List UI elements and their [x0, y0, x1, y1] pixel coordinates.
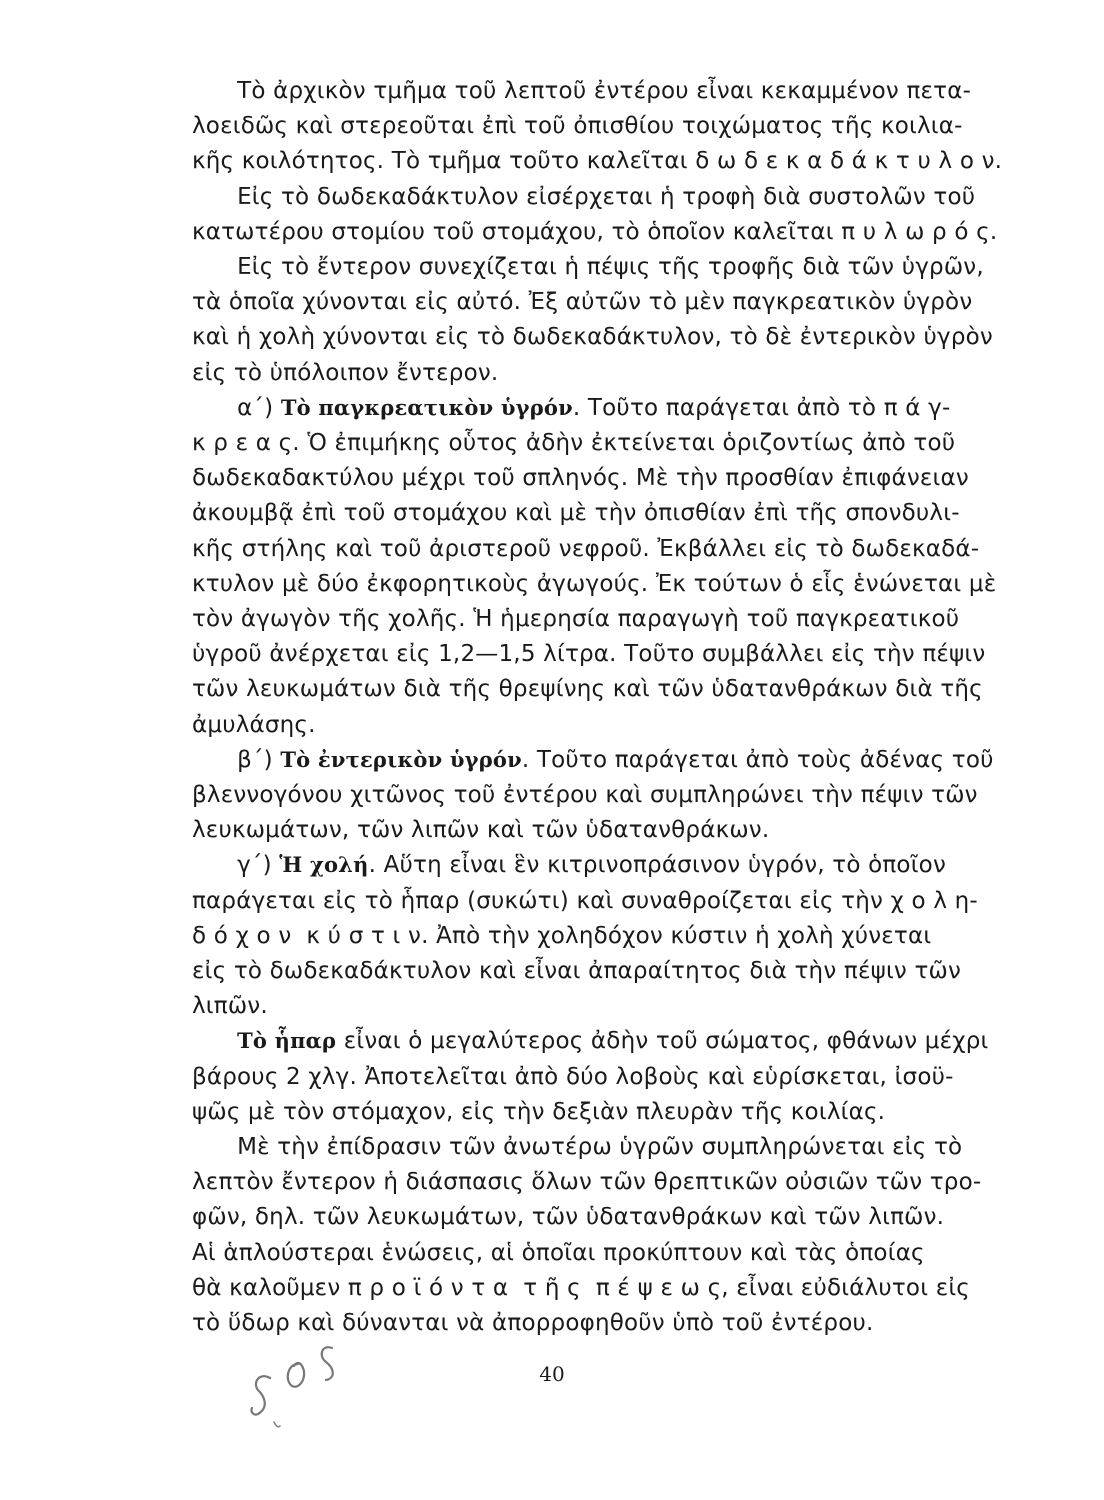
text-run: δ ό χ ο ν κ ύ σ τ ι ν. Ἀπὸ τὴν χοληδόχον κύστιν ἡ χολὴ χύνεται [192, 922, 932, 949]
text-run: ἀκουμβᾷ ἐπὶ τοῦ στομάχου καὶ μὲ τὴν ὀπισθίαν ἐπὶ τῆς σπονδυλι- [192, 500, 960, 527]
text-run: λεπτὸν ἔντερον ἡ διάσπασις ὅλων τῶν θρεπτικῶν οὐσιῶν τῶν τρο- [192, 1169, 982, 1196]
text-line [192, 1165, 981, 1199]
text-run: λευκωμάτων, τῶν λιπῶν καὶ τῶν ὑδατανθράκων. [192, 817, 770, 844]
text-run: τὸν ἀγωγὸν τῆς χολῆς. Ἡ ἡμερησία παραγωγὴ τοῦ παγκρεατικοῦ [192, 606, 960, 632]
text-line [192, 74, 971, 108]
text-line [192, 391, 950, 425]
text-line [192, 848, 946, 882]
text-line [192, 250, 984, 284]
text-run: λοειδῶς καὶ στερεοῦται ἐπὶ τοῦ ὀπισθίου τοιχώματος τῆς κοιλια- [192, 113, 963, 140]
text-run: κῆς στήλης καὶ τοῦ ἀριστεροῦ νεφροῦ. Ἐκβάλλει εἰς τὸ δωδεκαδά- [192, 535, 980, 562]
text-run: εἰς τὸ ὑπόλοιπον ἔντερον. [192, 359, 499, 386]
text-line [192, 285, 972, 319]
text-line [192, 144, 1002, 178]
text-run: Τὸ ἀρχικὸν τμῆμα τοῦ λεπτοῦ ἐντέρου εἶναι κεκαμμένον πετα- [192, 78, 972, 104]
text-line [192, 1236, 925, 1270]
text-line [192, 1024, 989, 1058]
text-run: παράγεται εἰς τὸ ἧπαρ (συκώτι) καὶ συναθροίζεται εἰς τὴν χ ο λ η- [192, 887, 978, 914]
text-run: ψῶς μὲ τὸν στόμαχον, εἰς τὴν δεξιὰν πλευρὰν τῆς κοιλίας. [192, 1098, 886, 1125]
bold-heading: Τὸ ἧπαρ [237, 1028, 337, 1054]
text-run: . Τοῦτο παράγεται ἀπὸ τοὺς ἀδένας τοῦ [521, 746, 994, 773]
text-line [192, 602, 959, 636]
text-run: κῆς κοιλότητος. Τὸ τμῆμα τοῦτο καλεῖται δ ω δ ε κ α δ ά κ τ υ λ ο ν. [192, 148, 1003, 175]
text-line [192, 919, 931, 953]
text-line [192, 215, 997, 249]
text-line [192, 1130, 962, 1164]
text-run: γ΄) [192, 852, 280, 879]
text-run: α΄) [192, 394, 281, 421]
bold-heading: Τὸ ἐντερικὸν ὑγρόν [280, 746, 522, 772]
text-line [192, 356, 498, 390]
text-line [192, 109, 963, 143]
page-number: 40 [539, 1362, 565, 1386]
text-run [192, 1028, 237, 1054]
text-run: κ ρ ε α ς. Ὁ ἐπιμήκης οὗτος ἀδὴν ἐκτείνεται ὁριζοντίως ἀπὸ τοῦ [192, 430, 956, 456]
text-run: τῶν λευκωμάτων διὰ τῆς θρεψίνης καὶ τῶν ὑδατανθράκων διὰ τῆς [192, 676, 983, 703]
text-line [192, 320, 993, 354]
text-line [192, 532, 979, 566]
text-run: λιπῶν. [192, 993, 268, 1020]
text-line [192, 743, 994, 777]
text-line [192, 1200, 944, 1234]
text-run: ὑγροῦ ἀνέρχεται εἰς 1,2—1,5 λίτρα. Τοῦτο συμβάλλει εἰς τὴν πέψιν [192, 641, 986, 668]
text-line [192, 1060, 954, 1094]
text-line [192, 989, 268, 1023]
text-line [192, 954, 961, 988]
bold-heading: Τὸ παγκρεατικὸν ὑγρόν [280, 394, 573, 420]
text-run: εἰς τὸ δωδεκαδάκτυλον καὶ εἶναι ἀπαραίτητος διὰ τὴν πέψιν τῶν [192, 958, 962, 984]
text-run: βάρους 2 χλγ. Ἀποτελεῖται ἀπὸ δύο λοβοὺς καὶ εὑρίσκεται, ἰσοϋ- [192, 1063, 954, 1090]
text-line [192, 1271, 970, 1305]
text-line [192, 426, 955, 460]
text-run: δωδεκαδακτύλου μέχρι τοῦ σπληνός. Μὲ τὴν προσθίαν ἐπιφάνειαν [192, 465, 969, 492]
text-run: . Αὕτη εἶναι ἓν κιτρινοπράσινον ὑγρόν, τὸ ὁποῖον [368, 852, 947, 879]
text-line [192, 672, 983, 706]
text-run: τὸ ὕδωρ καὶ δύνανται νὰ ἀπορροφηθοῦν ὑπὸ τοῦ ἐντέρου. [192, 1310, 874, 1336]
text-run: Αἱ ἁπλούστεραι ἑνώσεις, αἱ ὁποῖαι προκύπτουν καὶ τὰς ὁποίας [192, 1239, 925, 1266]
text-run: καὶ ἡ χολὴ χύνονται εἰς τὸ δωδεκαδάκτυλον, τὸ δὲ ἐντερικὸν ὑγρὸν [192, 324, 993, 351]
text-run: . Τοῦτο παράγεται ἀπὸ τὸ π ά γ- [572, 394, 951, 421]
text-line [192, 180, 975, 214]
handwritten-pencil-note [248, 1342, 378, 1432]
text-line [192, 461, 969, 495]
text-run: θὰ καλοῦμεν π ρ ο ϊ ό ν τ α τ ῆ ς π έ ψ ε ω ς, εἶναι εὐδιάλυτοι εἰς [192, 1274, 971, 1301]
text-run: β΄) [192, 746, 281, 773]
text-run: ἀμυλάσης. [192, 711, 316, 738]
text-line [192, 778, 978, 812]
text-run: Εἰς τὸ ἔντερον συνεχίζεται ἡ πέψις τῆς τροφῆς διὰ τῶν ὑγρῶν, [192, 254, 984, 280]
text-run: Μὲ τὴν ἐπίδρασιν τῶν ἀνωτέρω ὑγρῶν συμπληρώνεται εἰς τὸ [192, 1134, 963, 1160]
text-line [192, 708, 316, 742]
bold-heading: Ἡ χολή [279, 852, 369, 878]
text-run: βλεννογόνου χιτῶνος τοῦ ἐντέρου καὶ συμπληρώνει τὴν πέψιν τῶν [192, 782, 978, 808]
text-run: φῶν, δηλ. τῶν λευκωμάτων, τῶν ὑδατανθράκων καὶ τῶν λιπῶν. [192, 1204, 945, 1231]
text-line [192, 567, 996, 601]
text-run: τὰ ὁποῖα χύνονται εἰς αὐτό. Ἐξ αὐτῶν τὸ μὲν παγκρεατικὸν ὑγρὸν [192, 289, 973, 316]
text-run: κτυλον μὲ δύο ἐκφορητικοὺς ἀγωγούς. Ἐκ τούτων ὁ εἷς ἑνώνεται μὲ [192, 570, 997, 597]
text-line [192, 813, 769, 847]
text-run: κατωτέρου στομίου τοῦ στομάχου, τὸ ὁποῖον καλεῖται π υ λ ω ρ ό ς. [192, 218, 998, 245]
text-line [192, 637, 985, 671]
text-run: εἶναι ὁ μεγαλύτερος ἀδὴν τοῦ σώματος, φθάνων μέχρι [336, 1028, 989, 1055]
text-line [192, 1306, 874, 1340]
text-line [192, 496, 960, 530]
text-line [192, 1095, 885, 1129]
text-line [192, 884, 978, 918]
text-run: Εἰς τὸ δωδεκαδάκτυλον εἰσέρχεται ἡ τροφὴ διὰ συστολῶν τοῦ [192, 183, 976, 210]
